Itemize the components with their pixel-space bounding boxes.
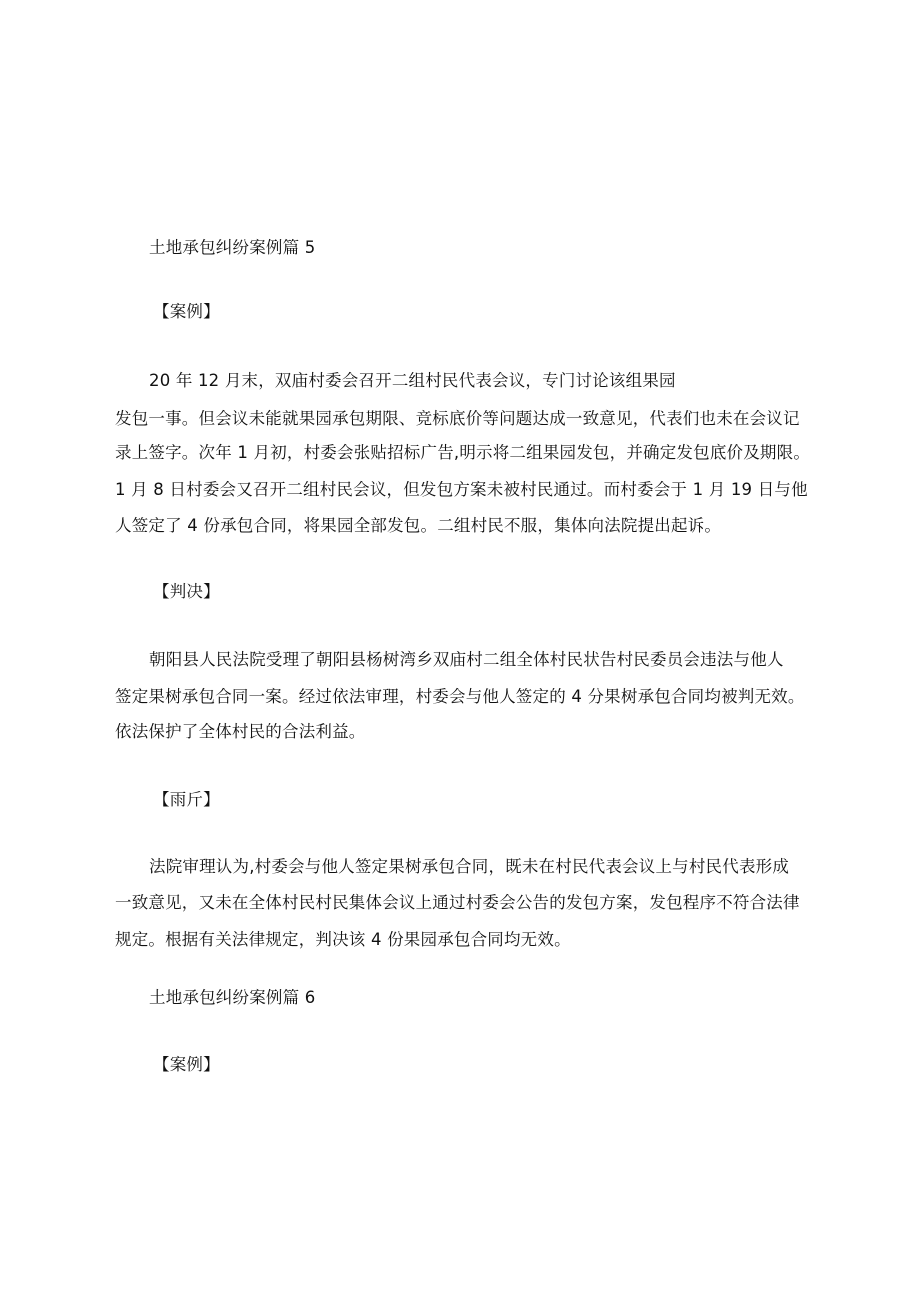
case-line-3: 录上签字。次年 1 月初，村委会张贴招标广告,明示将二组果园发包，并确定发包底价及期限。 [115, 443, 811, 462]
case-label-2: 【案例】 [153, 1055, 220, 1074]
comment-label: 【雨斤】 [153, 790, 220, 809]
judgment-line-1: 朝阳县人民法院受理了朝阳县杨树湾乡双庙村二组全体村民状告村民委员会违法与他人 [149, 650, 784, 669]
case-line-5: 人签定了 4 份承包合同，将果园全部发包。二组村民不服，集体向法院提出起诉。 [115, 516, 722, 535]
section-heading-5: 土地承包纠纷案例篇 5 [149, 238, 316, 257]
comment-line-2: 一致意见，又未在全体村民村民集体会议上通过村委会公告的发包方案，发包程序不符合法律 [115, 893, 800, 912]
judgment-line-2: 签定果树承包合同一案。经过依法审理，村委会与他人签定的 4 分果树承包合同均被判无效。 [115, 687, 805, 706]
case-line-1: 20 年 12 月末，双庙村委会召开二组村民代表会议，专门讨论该组果园 [149, 371, 676, 390]
judgment-line-3: 依法保护了全体村民的合法利益。 [115, 722, 366, 741]
case-line-2: 发包一事。但会议未能就果园承包期限、竞标底价等问题达成一致意见，代表们也未在会议记 [115, 409, 800, 428]
section-heading-6: 土地承包纠纷案例篇 6 [149, 988, 316, 1007]
case-label: 【案例】 [153, 302, 220, 321]
comment-line-3: 规定。根据有关法律规定，判决该 4 份果园承包合同均无效。 [115, 930, 571, 949]
comment-line-1: 法院审理认为,村委会与他人签定果树承包合同，既未在村民代表会议上与村民代表形成 [149, 857, 790, 876]
case-line-4: 1 月 8 日村委会又召开二组村民会议，但发包方案未被村民通过。而村委会于 1 月 19 日与他 [115, 480, 808, 499]
judgment-label: 【判决】 [153, 582, 220, 601]
